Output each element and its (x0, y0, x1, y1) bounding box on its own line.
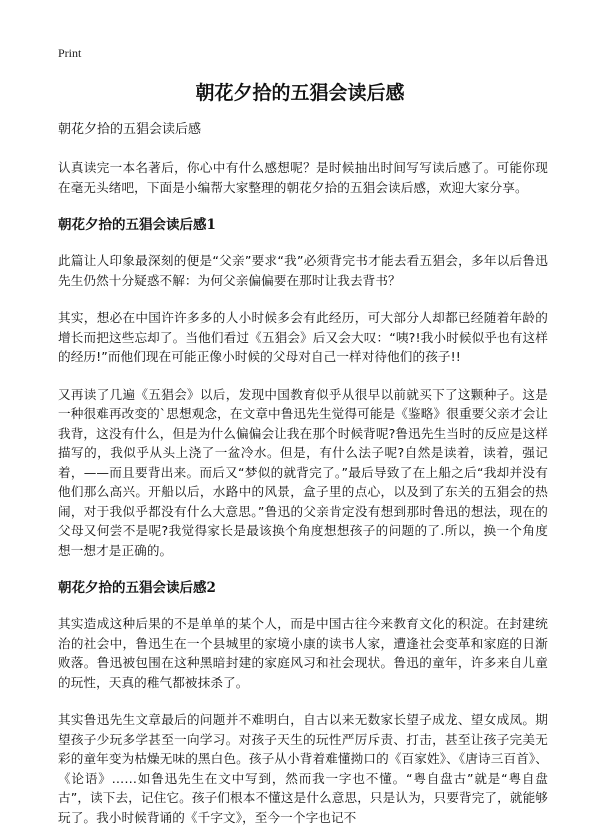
section-1-paragraph-2: 其实，想必在中国许许多多的人小时候多会有此经历，可大部分人却都已经随着年龄的增长而把这些忘却了。当他们看过《五猖会》后又会大叹：“咦?!我小时候似乎也有这样的经历!”而他们现在可能正像小时候的父母对自己一样对待他们的孩子!! (58, 310, 548, 364)
section-1-paragraph-3: 又再读了几遍《五猖会》以后，发现中国教育似乎从很早以前就买下了这颗种子。这是一种很难再改变的`思想观念，在文章中鲁迅先生觉得可能是《鉴略》很重要父亲才会让我背，这没有什么，但是为什么偏偏会让我在那个时候背呢?鲁迅先生当时的反应是这样描写的，我似乎从头上浇了一盆冷水。但是，有什么法子呢?自然是读着，读着，强记着，——而且要背出来。而后又“梦似的就背完了。”最后导致了在上船之后“我却并没有他们那么高兴。开船以后，水路中的风景，盒子里的点心，以及到了东关的五猖会的热闹，对于我似乎都没有什么大意思。”鲁迅的父亲肯定没有想到那时鲁迅的想法，现在的父母又何尝不是呢?我觉得家长是最该换个角度想想孩子的问题的了.所以，换一个角度想一想才是正确的。 (58, 386, 548, 558)
section-heading-1: 朝花夕拾的五猖会读后感1 (58, 217, 216, 233)
section-heading-2: 朝花夕拾的五猖会读后感2 (58, 580, 216, 596)
intro-paragraph: 认真读完一本名著后，你心中有什么感想呢？是时候抽出时间写写读后感了。可能你现在毫无头绪吧，下面是小编帮大家整理的朝花夕拾的五猖会读后感，欢迎大家分享。 (58, 160, 548, 195)
section-1-paragraph-1: 此篇让人印象最深刻的便是“父亲”要求“我”必须背完书才能去看五猖会，多年以后鲁迅先生仍然十分疑惑不解：为何父亲偏偏要在那时让我去背书？ (58, 253, 548, 288)
print-label: Print (58, 46, 82, 60)
document-body (58, 120, 548, 828)
section-2-paragraph-2: 其实鲁迅先生文章最后的问题并不难明白，自古以来无数家长望子成龙、望女成凤。期望孩子少玩多学甚至一向学习。对孩子天生的玩性严厉斥责、打击，甚至让孩子完美无彩的童年变为枯燥无味的黑白色。孩子从小背着难懂拗口的《百家姓》、《唐诗三百首》、《论语》……如鲁迅先生在文中写到，然而我一字也不懂。“粤自盘古”就是“粤自盘古”，读下去，记住它。孩子们根本不懂这是什么意思，只是认为，只要背完了，就能够玩了。我小时候背诵的《千字文》，至今一个字也记不 (58, 712, 548, 825)
section-2-paragraph-1: 其实造成这种后果的不是单单的某个人，而是中国古往今来教育文化的积淀。在封建统治的社会中，鲁迅生在一个县城里的家境小康的读书人家，遭逢社会变革和家庭的日渐败落。鲁迅被包围在这种黑暗封建的家庭风习和社会现状。鲁迅的童年，许多来自儿童的玩性，天真的稚气都被抹杀了。 (58, 616, 548, 690)
document-subtitle: 朝花夕拾的五猖会读后感 (58, 122, 202, 137)
document-title: 朝花夕拾的五猖会读后感 (195, 82, 405, 104)
